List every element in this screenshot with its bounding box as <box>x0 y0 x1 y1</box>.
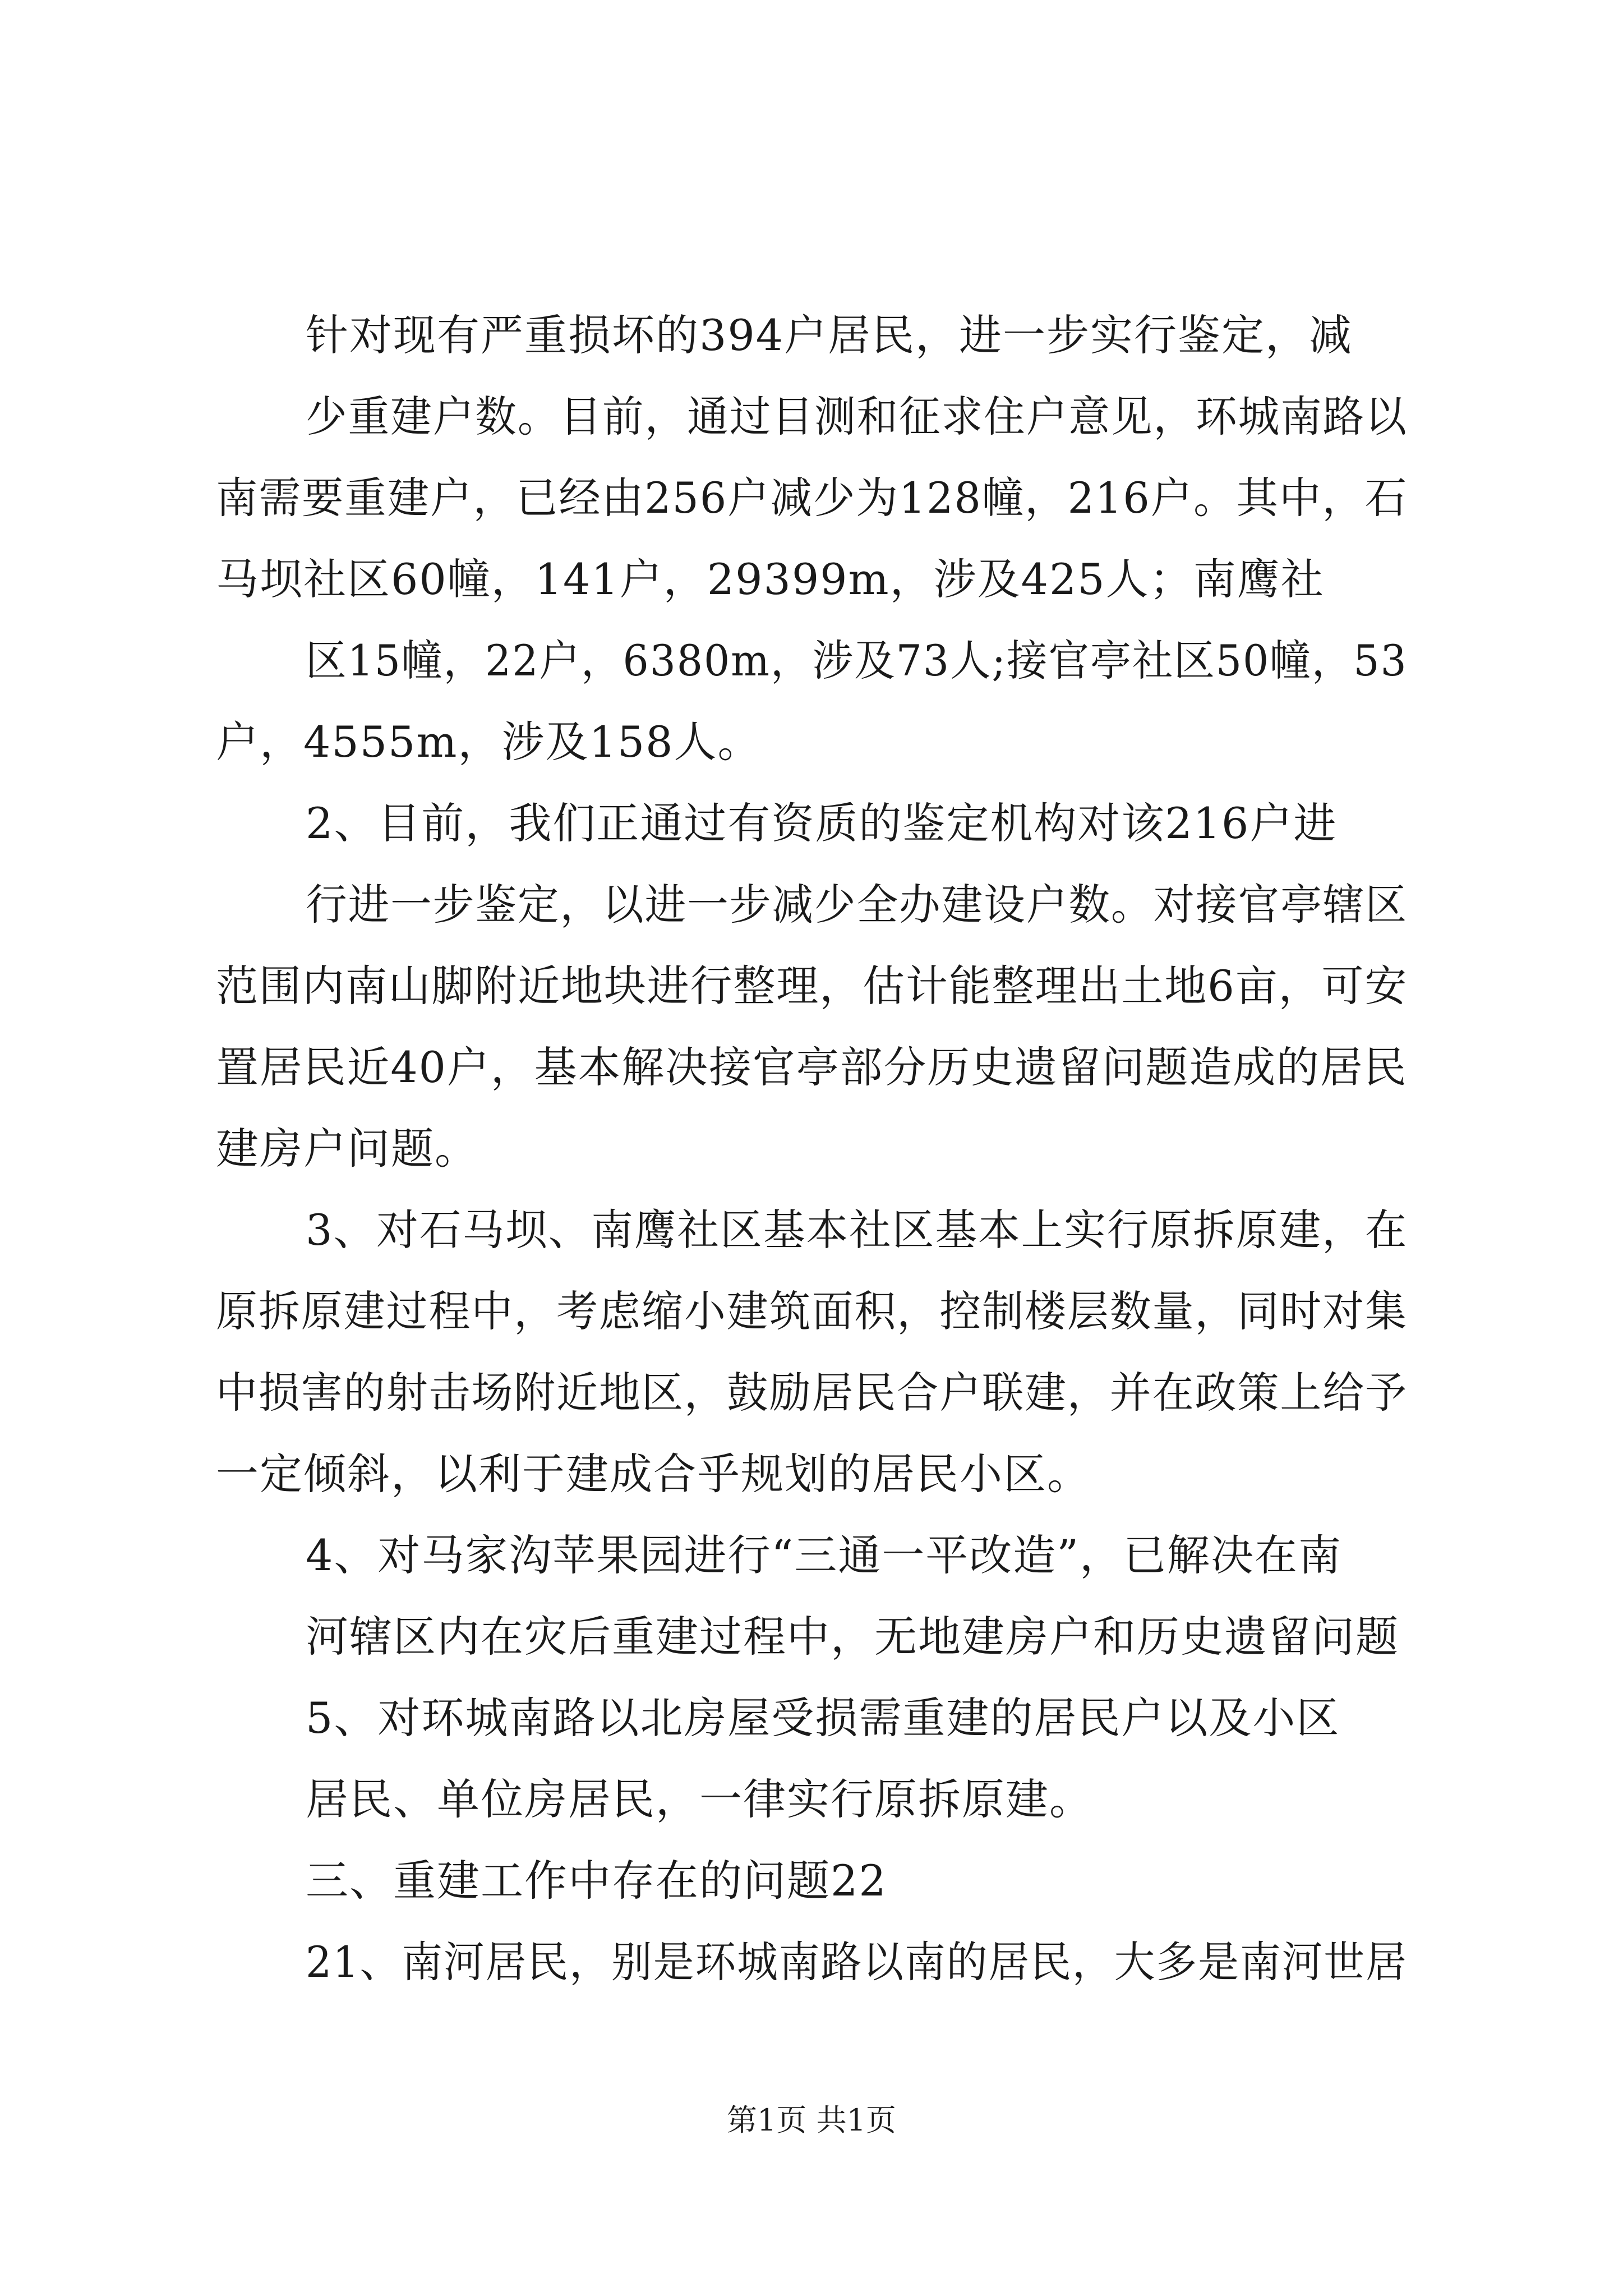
text-line: 范围内南山脚附近地块进行整理，估计能整理出土地6亩，可安 <box>216 961 1408 1011</box>
text-line: 3、对石马坝、南鹰社区基本社区基本上实行原拆原建，在 <box>306 1205 1408 1255</box>
text-line: 建房户问题。 <box>216 1124 478 1174</box>
text-line: 一定倾斜，以利于建成合乎规划的居民小区。 <box>216 1449 1091 1499</box>
text-line: 中损害的射击场附近地区，鼓励居民合户联建，并在政策上给予 <box>216 1368 1408 1418</box>
text-line: 区15幢，22户，6380m，涉及73人;接官亭社区50幢，53 <box>306 636 1408 685</box>
text-line: 5、对环城南路以北房屋受损需重建的居民户以及小区 <box>306 1693 1340 1743</box>
text-line: 4、对马家沟苹果园进行“三通一平改造”，已解决在南 <box>306 1530 1343 1580</box>
text-line: 马坝社区60幢，141户，29399m，涉及425人；南鹰社 <box>216 554 1325 604</box>
text-line: 少重建户数。目前，通过目测和征求住户意见，环城南路以 <box>306 392 1408 441</box>
text-line: 户，4555m，涉及158人。 <box>216 717 762 767</box>
text-line: 置居民近40户，基本解决接官亭部分历史遗留问题造成的居民 <box>216 1042 1408 1092</box>
text-line: 河辖区内在灾后重建过程中，无地建房户和历史遗留问题 <box>306 1612 1399 1662</box>
text-line: 针对现有严重损坏的394户居民，进一步实行鉴定，减 <box>306 310 1353 360</box>
text-line: 居民、单位房居民，一律实行原拆原建。 <box>306 1774 1093 1824</box>
text-line: 原拆原建过程中，考虑缩小建筑面积，控制楼层数量，同时对集 <box>216 1286 1408 1336</box>
text-line: 行进一步鉴定，以进一步减少全办建设户数。对接官亭辖区 <box>306 880 1408 930</box>
page-footer: 第1页 共1页 <box>727 2102 896 2138</box>
text-line: 三、重建工作中存在的问题22 <box>306 1856 887 1906</box>
text-line: 21、南河居民，别是环城南路以南的居民，大多是南河世居 <box>306 1937 1408 1987</box>
text-line: 南需要重建户，已经由256户减少为128幢，216户。其中，石 <box>216 473 1408 523</box>
text-line: 2、目前，我们正通过有资质的鉴定机构对该216户进 <box>306 798 1338 848</box>
